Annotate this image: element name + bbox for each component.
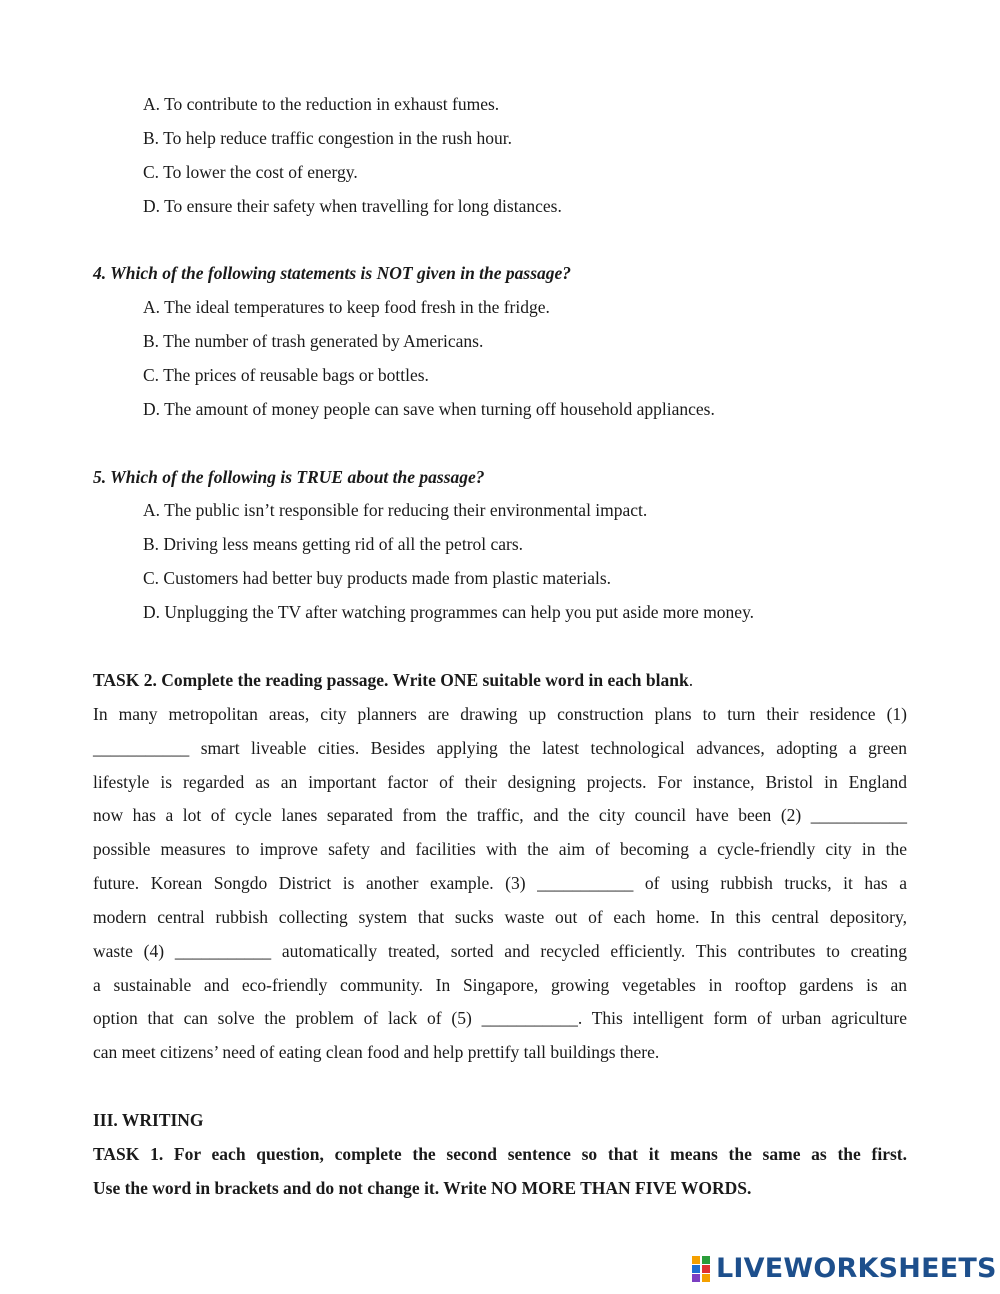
- task2-passage-line-6: future. Korean Songdo District is another example. (3) ___________ of using rubbish trucks, it has a: [93, 873, 907, 893]
- task2-passage-line-2: ___________ smart liveable cities. Besides applying the latest technological advances, adopting a green: [93, 738, 907, 758]
- q3-option-b: B. To help reduce traffic congestion in the rush hour.: [143, 128, 512, 148]
- q3-option-d: D. To ensure their safety when travelling for long distances.: [143, 196, 562, 216]
- liveworksheets-logo: [692, 1254, 997, 1284]
- q5-option-a: A. The public isn’t responsible for reducing their environmental impact.: [143, 500, 648, 520]
- task2-passage-line-5: possible measures to improve safety and facilities with the aim of becoming a cycle-friendly city in the: [93, 839, 907, 859]
- task2-passage-line-11: can meet citizens’ need of eating clean food and help prettify tall buildings there.: [93, 1042, 660, 1062]
- liveworksheets-logo-icon: [692, 1255, 712, 1283]
- task2-passage-line-4: now has a lot of cycle lanes separated from the traffic, and the city council have been (2) ___________: [93, 805, 907, 825]
- q4-option-b: B. The number of trash generated by Americans.: [143, 331, 484, 351]
- task2-passage-line-9: a sustainable and eco-friendly community. In Singapore, growing vegetables in rooftop gardens is an: [93, 975, 907, 995]
- q5-option-c: C. Customers had better buy products made from plastic materials.: [143, 568, 612, 588]
- writing-section-heading: III. WRITING: [93, 1110, 204, 1130]
- writing-task1-instruction-line-1: TASK 1. For each question, complete the second sentence so that it means the same as the first.: [93, 1144, 907, 1164]
- q4-option-a: A. The ideal temperatures to keep food fresh in the fridge.: [143, 297, 550, 317]
- q4-option-c: C. The prices of reusable bags or bottles.: [143, 365, 429, 385]
- task2-passage-line-3: lifestyle is regarded as an important factor of their designing projects. For instance, Bristol in England: [93, 772, 907, 792]
- task2-heading: [93, 669, 693, 691]
- q3-option-a: A. To contribute to the reduction in exhaust fumes.: [143, 94, 500, 114]
- writing-task1-instruction-line-2: Use the word in brackets and do not change it. Write NO MORE THAN FIVE WORDS.: [93, 1178, 752, 1198]
- task2-passage-line-8: waste (4) ___________ automatically treated, sorted and recycled efficiently. This contributes to creating: [93, 941, 907, 961]
- liveworksheets-logo-text: LIVEWORKSHEETS: [716, 1253, 997, 1284]
- q5-option-b: B. Driving less means getting rid of all the petrol cars.: [143, 534, 524, 554]
- q3-option-c: C. To lower the cost of energy.: [143, 162, 358, 182]
- q5-option-d: D. Unplugging the TV after watching programmes can help you put aside more money.: [143, 602, 755, 622]
- q4-question: 4. Which of the following statements is NOT given in the passage?: [93, 263, 572, 283]
- q4-option-d: D. The amount of money people can save when turning off household appliances.: [143, 399, 715, 419]
- q5-question: 5. Which of the following is TRUE about the passage?: [93, 467, 485, 487]
- task2-heading-period: .: [688, 670, 694, 690]
- task2-passage-line-1: In many metropolitan areas, city planners are drawing up construction plans to turn their residence (1): [93, 704, 907, 724]
- task2-heading-text: TASK 2. Complete the reading passage. Write ONE suitable word in each blank: [93, 670, 689, 690]
- task2-passage-line-7: modern central rubbish collecting system that sucks waste out of each home. In this central depository,: [93, 907, 907, 927]
- task2-passage-line-10: option that can solve the problem of lack of (5) ___________. This intelligent form of urban agriculture: [93, 1008, 907, 1028]
